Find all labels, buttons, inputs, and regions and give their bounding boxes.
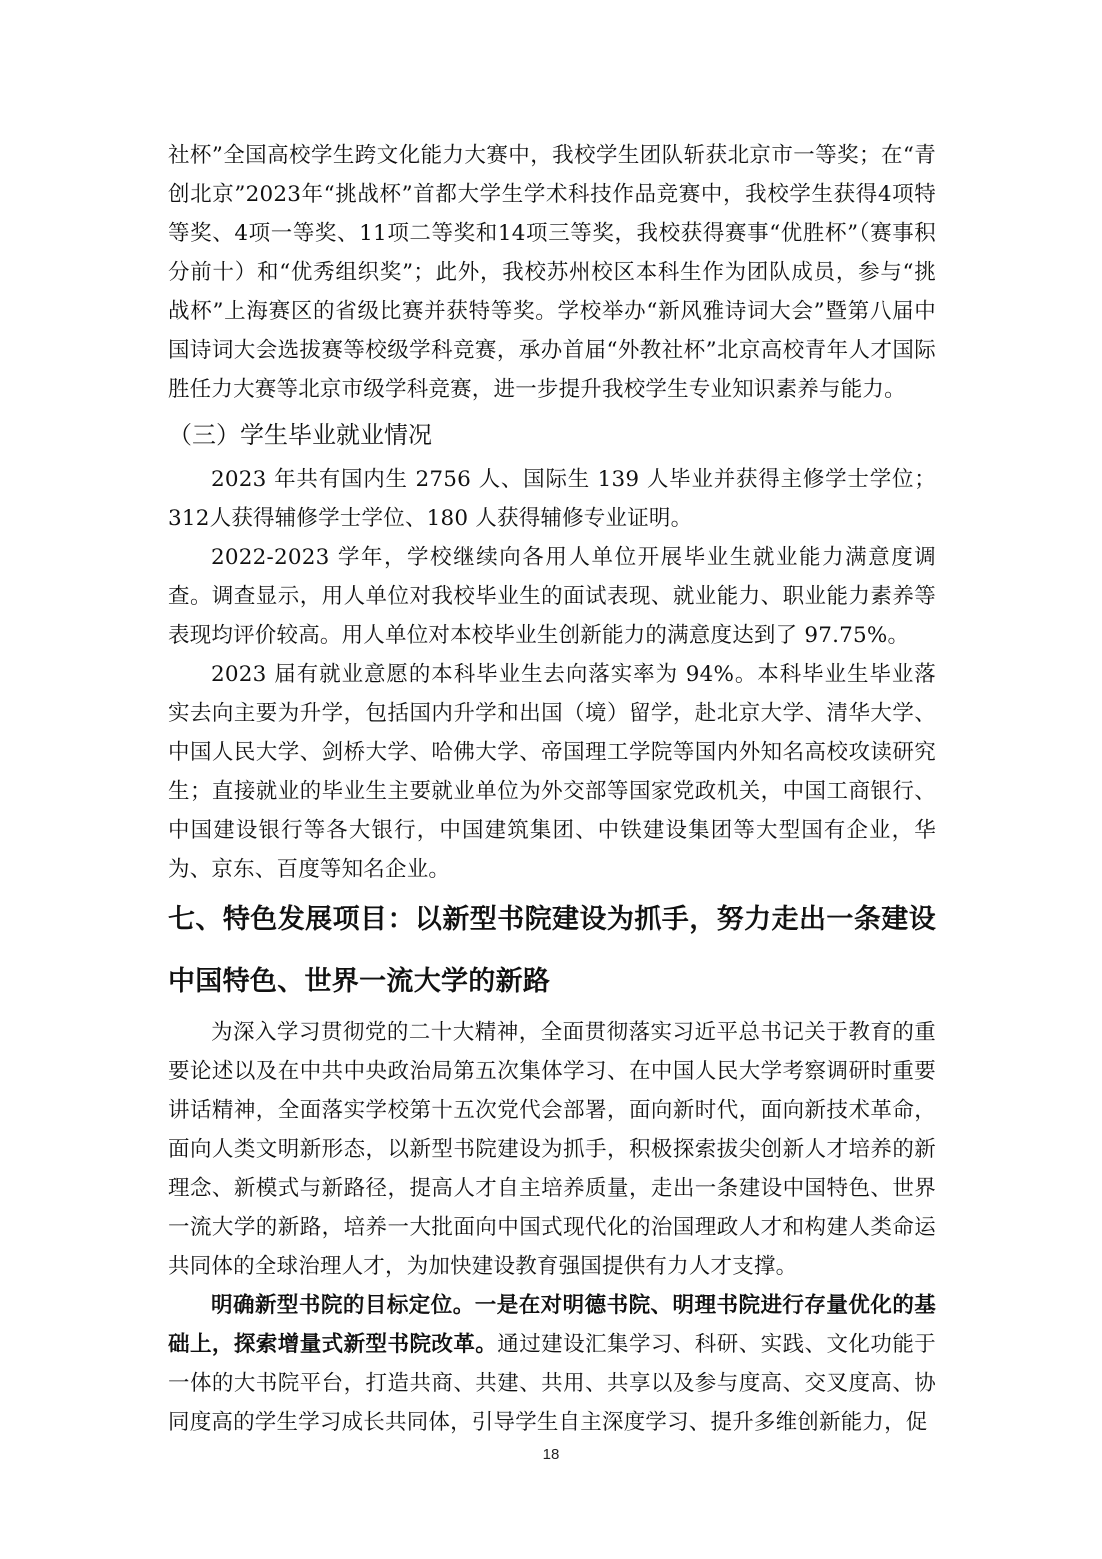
goal-positioning-bold-lead: 明确新型书院的目标定位。一是在对明德书院、明理书院进行存量优化的基础上，探索增量式新型书院改革。	[168, 1293, 936, 1357]
goal-positioning-body: 通过建设汇集学习、科研、实践、文化功能于一体的大书院平台，打造共商、共建、共用、共享以及参与度高、交叉度高、协同度高的学生学习成长共同体，引导学生自主深度学习、提升多维创新能力，促	[168, 1332, 936, 1435]
paragraph-goal-positioning	[168, 1286, 936, 1442]
page-number: 18	[542, 1446, 560, 1463]
paragraph-new-college-intro: 为深入学习贯彻党的二十大精神，全面贯彻落实习近平总书记关于教育的重要论述以及在中共中央政治局第五次集体学习、在中国人民大学考察调研时重要讲话精神，全面落实学校第十五次党代会部署，面向新时代，面向新技术革命，面向人类文明新形态，以新型书院建设为抓手，积极探索拔尖创新人才培养的新理念、新模式与新路径，提高人才自主培养质量，走出一条建设中国特色、世界一流大学的新路，培养一大批面向中国式现代化的治国理政人才和构建人类命运共同体的全球治理人才，为加快建设教育强国提供有力人才支撑。	[168, 1020, 936, 1279]
subheading-graduate-employment: （三）学生毕业就业情况	[168, 421, 432, 449]
paragraph-graduates-count: 2023 年共有国内生 2756 人、国际生 139 人毕业并获得主修学士学位；312人获得辅修学士学位、180 人获得辅修专业证明。	[168, 467, 936, 531]
section-heading-seven: 七、特色发展项目：以新型书院建设为抓手，努力走出一条建设中国特色、世界一流大学的新路	[168, 904, 936, 997]
page-content	[168, 136, 936, 1442]
paragraph-employment-destination: 2023 届有就业意愿的本科毕业生去向落实率为 94%。本科毕业生毕业落实去向主要为升学，包括国内升学和出国（境）留学，赴北京大学、清华大学、中国人民大学、剑桥大学、哈佛大学、帝国理工学院等国内外知名高校攻读研究生；直接就业的毕业生主要就业单位为外交部等国家党政机关，中国工商银行、中国建设银行等各大银行，中国建筑集团、中铁建设集团等大型国有企业，华为、京东、百度等知名企业。	[168, 662, 936, 882]
paragraph-employer-survey: 2022-2023 学年，学校继续向各用人单位开展毕业生就业能力满意度调查。调查显示，用人单位对我校毕业生的面试表现、就业能力、职业能力素养等表现均评价较高。用人单位对本校毕业生创新能力的满意度达到了 97.75%。	[168, 545, 936, 648]
paragraph-competitions: 社杯”全国高校学生跨文化能力大赛中，我校学生团队斩获北京市一等奖；在“青创北京”2023年“挑战杯”首都大学生学术科技作品竞赛中，我校学生获得4项特等奖、4项一等奖、11项二等奖和14项三等奖，我校获得赛事“优胜杯”（赛事积分前十）和“优秀组织奖”；此外，我校苏州校区本科生作为团队成员，参与“挑战杯”上海赛区的省级比赛并获特等奖。学校举办“新风雅诗词大会”暨第八届中国诗词大会选拔赛等校级学科竞赛，承办首届“外教社杯”北京高校青年人才国际胜任力大赛等北京市级学科竞赛，进一步提升我校学生专业知识素养与能力。	[168, 143, 936, 402]
